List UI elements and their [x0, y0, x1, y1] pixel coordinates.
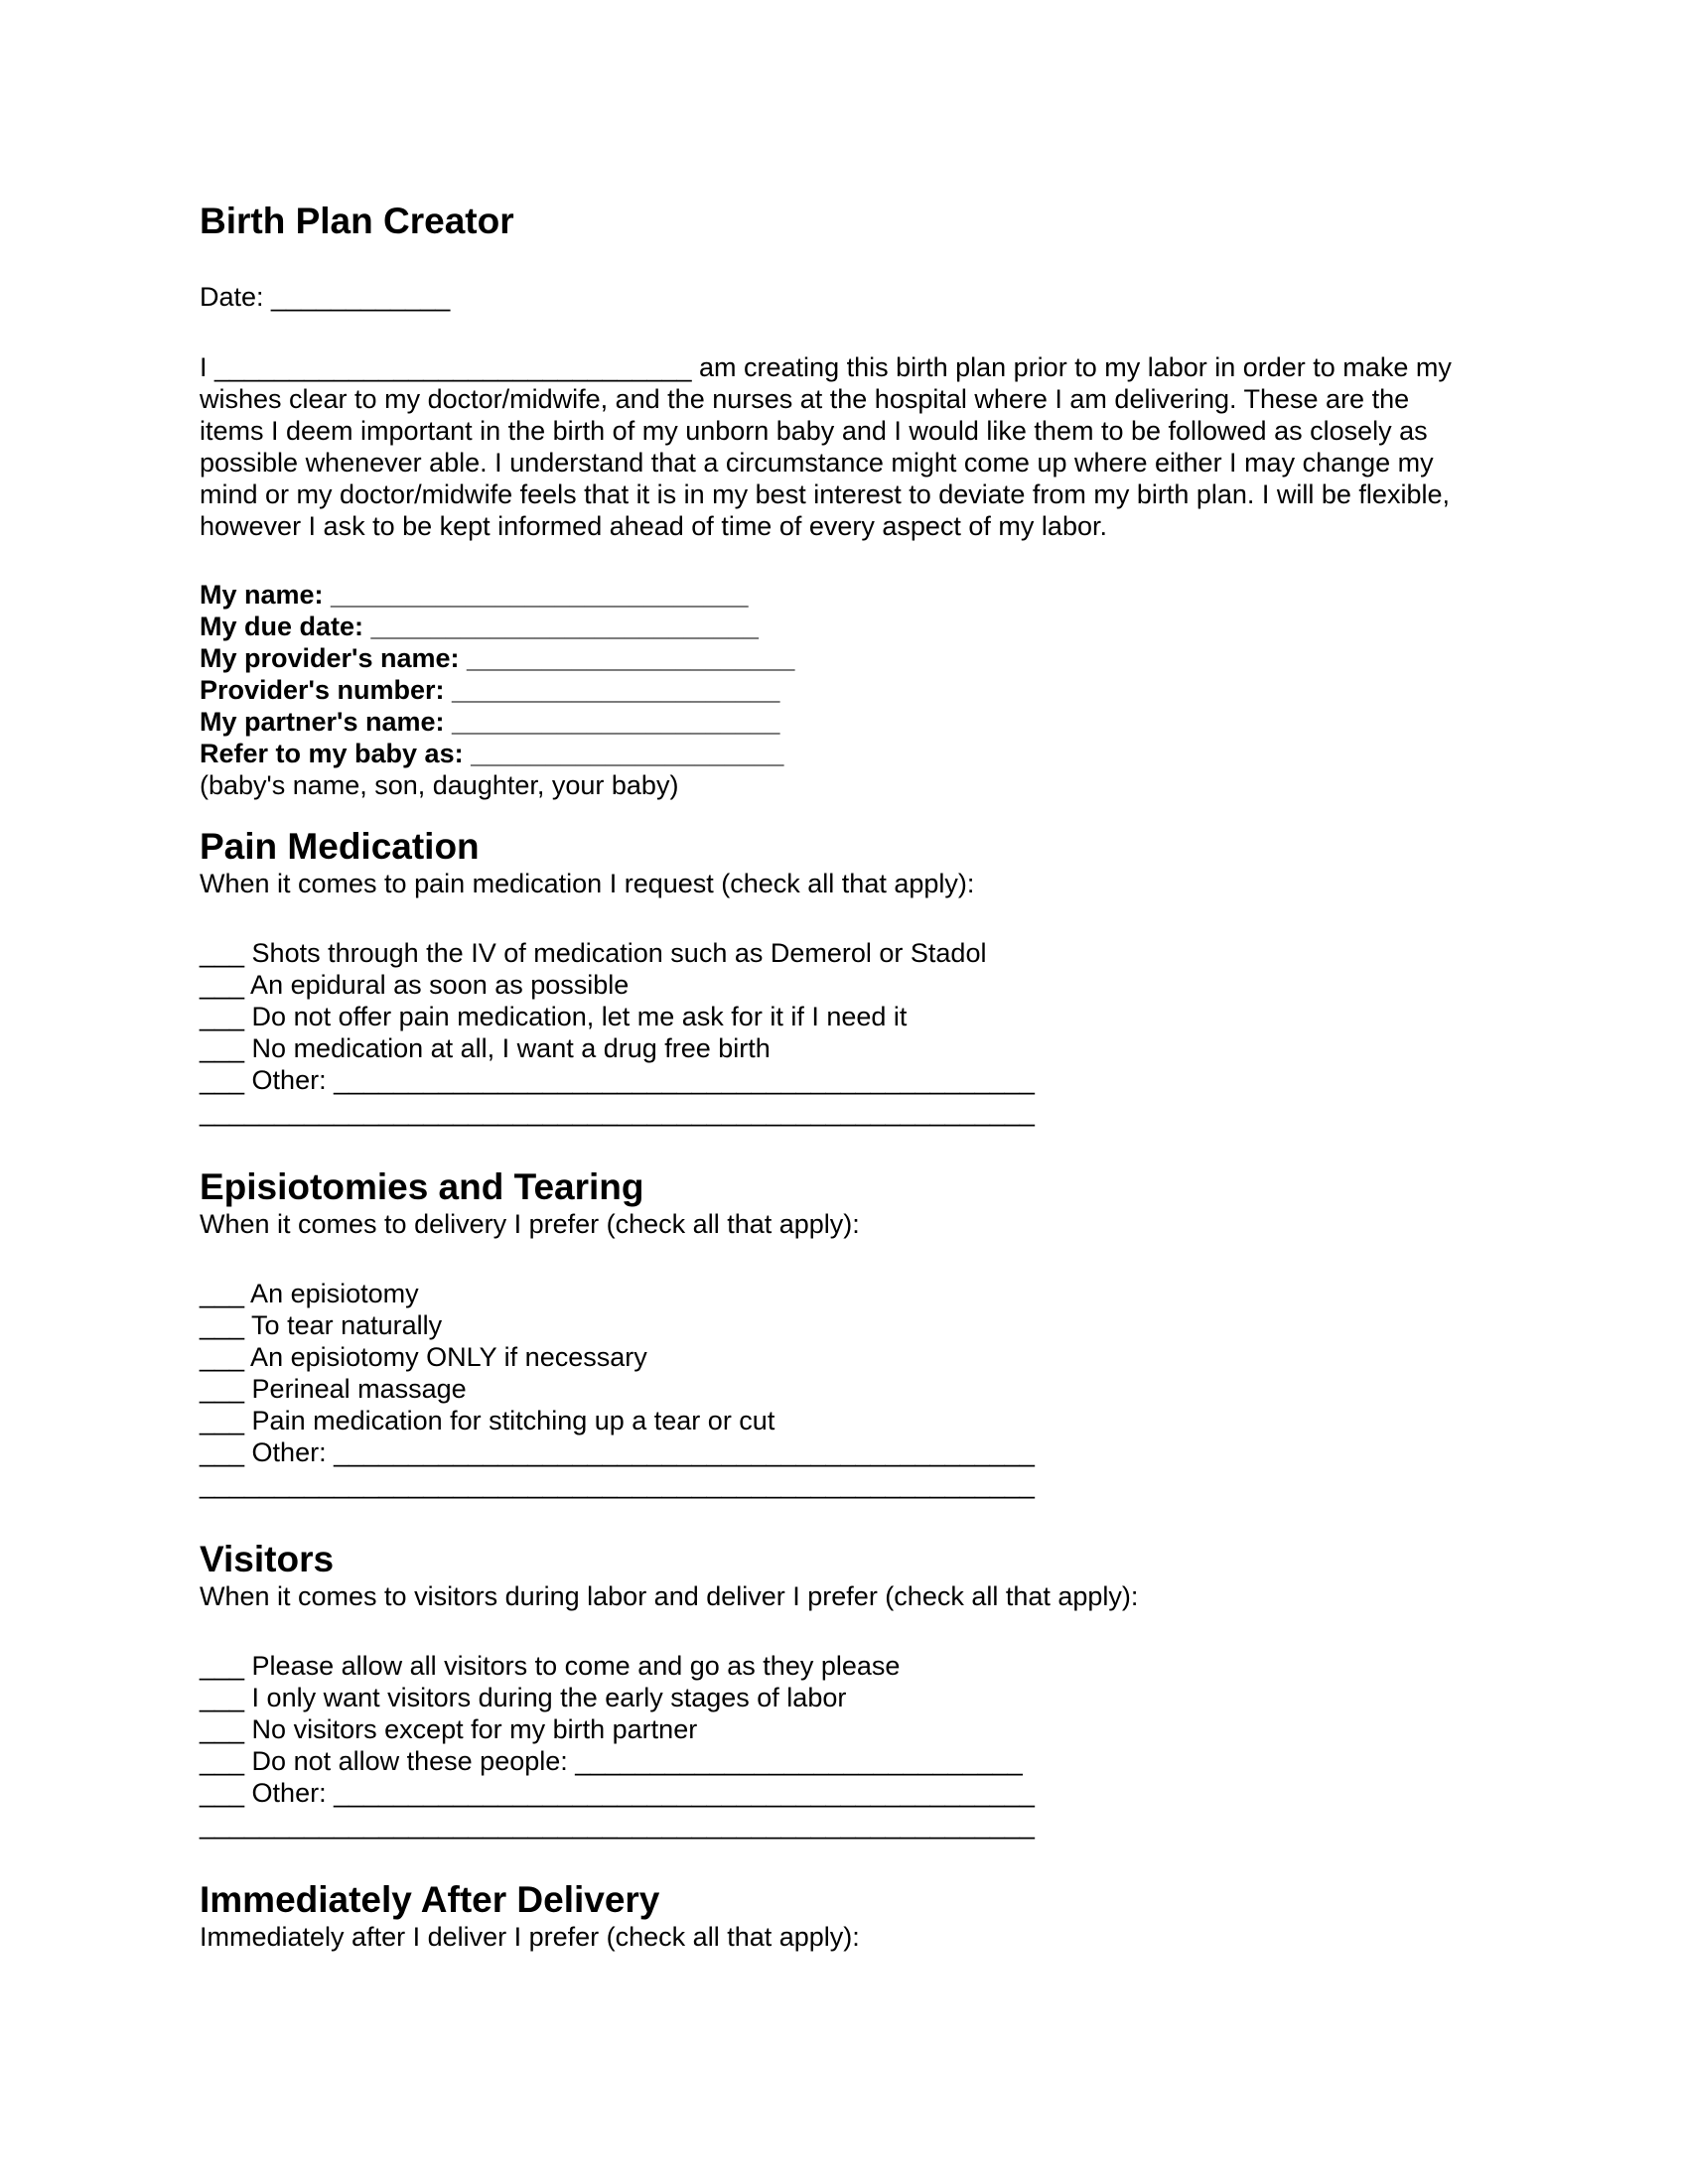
document-title: Birth Plan Creator	[200, 201, 514, 241]
section-episiotomies-tearing	[200, 1166, 1490, 1500]
option-checkbox-line[interactable]: ___ Shots through the IV of medication such as Demerol or Stadol	[200, 938, 987, 968]
intro-line: however I ask to be kept informed ahead of time of every aspect of my labor.	[200, 511, 1107, 541]
section-visitors	[200, 1539, 1490, 1841]
section-heading: Immediately After Delivery	[200, 1879, 660, 1920]
option-other-line[interactable]: ___ Other: _______________________________________________	[200, 1437, 1035, 1467]
option-checkbox-line[interactable]: ___ I only want visitors during the early stages of labor	[200, 1683, 847, 1712]
date-field[interactable]: Date: ____________	[200, 282, 451, 312]
section-intro: When it comes to visitors during labor and deliver I prefer (check all that apply):	[200, 1581, 1139, 1611]
my-name-field[interactable]: My name: ____________________________	[200, 580, 749, 610]
due-date-field[interactable]: My due date: __________________________	[200, 612, 759, 641]
partner-name-field[interactable]: My partner's name: ______________________	[200, 707, 780, 737]
intro-line: items I deem important in the birth of my unborn baby and I would like them to be followed as closely as	[200, 416, 1428, 446]
intro-line: mind or my doctor/midwife feels that it is in my best interest to deviate from my birth plan. I will be flexible,	[200, 479, 1450, 509]
baby-reference-note: (baby's name, son, daughter, your baby)	[200, 770, 679, 800]
section-heading: Visitors	[200, 1539, 335, 1579]
section-heading: Pain Medication	[200, 826, 480, 867]
option-checkbox-line[interactable]: ___ Please allow all visitors to come and go as they please	[200, 1651, 901, 1681]
intro-paragraph	[200, 351, 1490, 542]
provider-name-field[interactable]: My provider's name: ______________________	[200, 643, 795, 673]
other-continuation-line[interactable]: ________________________________________________________	[200, 1097, 1035, 1127]
option-other-line[interactable]: ___ Other: _______________________________________________	[200, 1778, 1035, 1808]
option-checkbox-line[interactable]: ___ Do not allow these people: ______________________________	[200, 1746, 1023, 1776]
other-continuation-line[interactable]: ________________________________________________________	[200, 1810, 1035, 1840]
option-checkbox-line[interactable]: ___ No medication at all, I want a drug free birth	[200, 1033, 771, 1063]
option-checkbox-line[interactable]: ___ Pain medication for stitching up a tear or cut	[200, 1406, 775, 1435]
option-checkbox-line[interactable]: ___ An episiotomy	[200, 1279, 419, 1308]
section-heading: Episiotomies and Tearing	[200, 1166, 644, 1207]
intro-line: wishes clear to my doctor/midwife, and the nurses at the hospital where I am delivering. These are the	[200, 384, 1410, 414]
baby-reference-field[interactable]: Refer to my baby as: _____________________	[200, 739, 784, 768]
intro-line: possible whenever able. I understand that a circumstance might come up where either I may change my	[200, 448, 1434, 478]
option-checkbox-line[interactable]: ___ An epidural as soon as possible	[200, 970, 630, 1000]
option-checkbox-line[interactable]: ___ No visitors except for my birth partner	[200, 1714, 698, 1744]
option-other-line[interactable]: ___ Other: _______________________________________________	[200, 1065, 1035, 1095]
section-intro: Immediately after I deliver I prefer (check all that apply):	[200, 1922, 860, 1952]
provider-number-field[interactable]: Provider's number: ______________________	[200, 675, 780, 705]
section-after-delivery	[200, 1879, 1490, 1990]
option-checkbox-line[interactable]: ___ Perineal massage	[200, 1374, 467, 1404]
option-checkbox-line[interactable]: ___ An episiotomy ONLY if necessary	[200, 1342, 647, 1372]
section-intro: When it comes to pain medication I request (check all that apply):	[200, 869, 975, 898]
option-checkbox-line[interactable]: ___ To tear naturally	[200, 1310, 443, 1340]
option-checkbox-line[interactable]: ___ Do not offer pain medication, let me ask for it if I need it	[200, 1002, 908, 1031]
section-intro: When it comes to delivery I prefer (check all that apply):	[200, 1209, 860, 1239]
personal-info-block	[200, 579, 794, 801]
intro-line: I ________________________________ am creating this birth plan prior to my labor in order to make my	[200, 352, 1452, 382]
section-pain-medication	[200, 826, 1490, 1128]
other-continuation-line[interactable]: ________________________________________________________	[200, 1469, 1035, 1499]
